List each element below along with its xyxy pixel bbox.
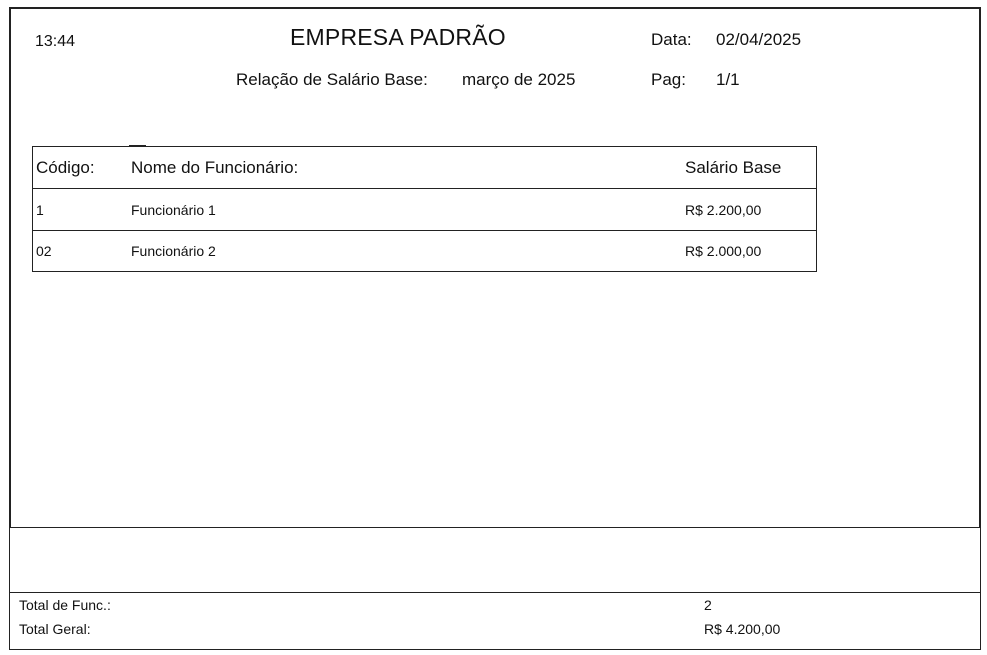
grand-total-value: R$ 4.200,00 (704, 621, 781, 637)
date-value: 02/04/2025 (716, 30, 802, 49)
report-month: março de 2025 (462, 70, 576, 89)
employee-name: Funcionário 1 (131, 201, 216, 218)
employee-salary: R$ 2.200,00 (685, 201, 762, 218)
report-time: 13:44 (35, 33, 76, 50)
employee-name: Funcionário 2 (131, 243, 216, 259)
column-header-salary: Salário Base (685, 157, 782, 177)
employee-code: 1 (36, 201, 44, 218)
total-employees-value: 2 (704, 597, 712, 613)
page-label: Pag: (651, 70, 686, 89)
employee-code: 02 (36, 243, 52, 259)
page-value: 1/1 (716, 70, 740, 89)
table-row (33, 189, 816, 231)
column-header-name: Nome do Funcionário: (131, 157, 299, 177)
report-footer-frame (9, 592, 981, 650)
table-row (33, 231, 816, 271)
date-label: Data: (651, 30, 692, 49)
company-name: EMPRESA PADRÃO (290, 24, 506, 50)
grand-total-label: Total Geral: (19, 621, 91, 637)
total-employees-label: Total de Func.: (19, 597, 111, 613)
table-header-row (33, 147, 816, 189)
report-subtitle: Relação de Salário Base: (236, 70, 428, 89)
column-header-code: Código: (36, 157, 95, 177)
salary-table (32, 146, 817, 272)
report-spacer-frame (9, 528, 981, 592)
employee-salary: R$ 2.000,00 (685, 243, 762, 259)
